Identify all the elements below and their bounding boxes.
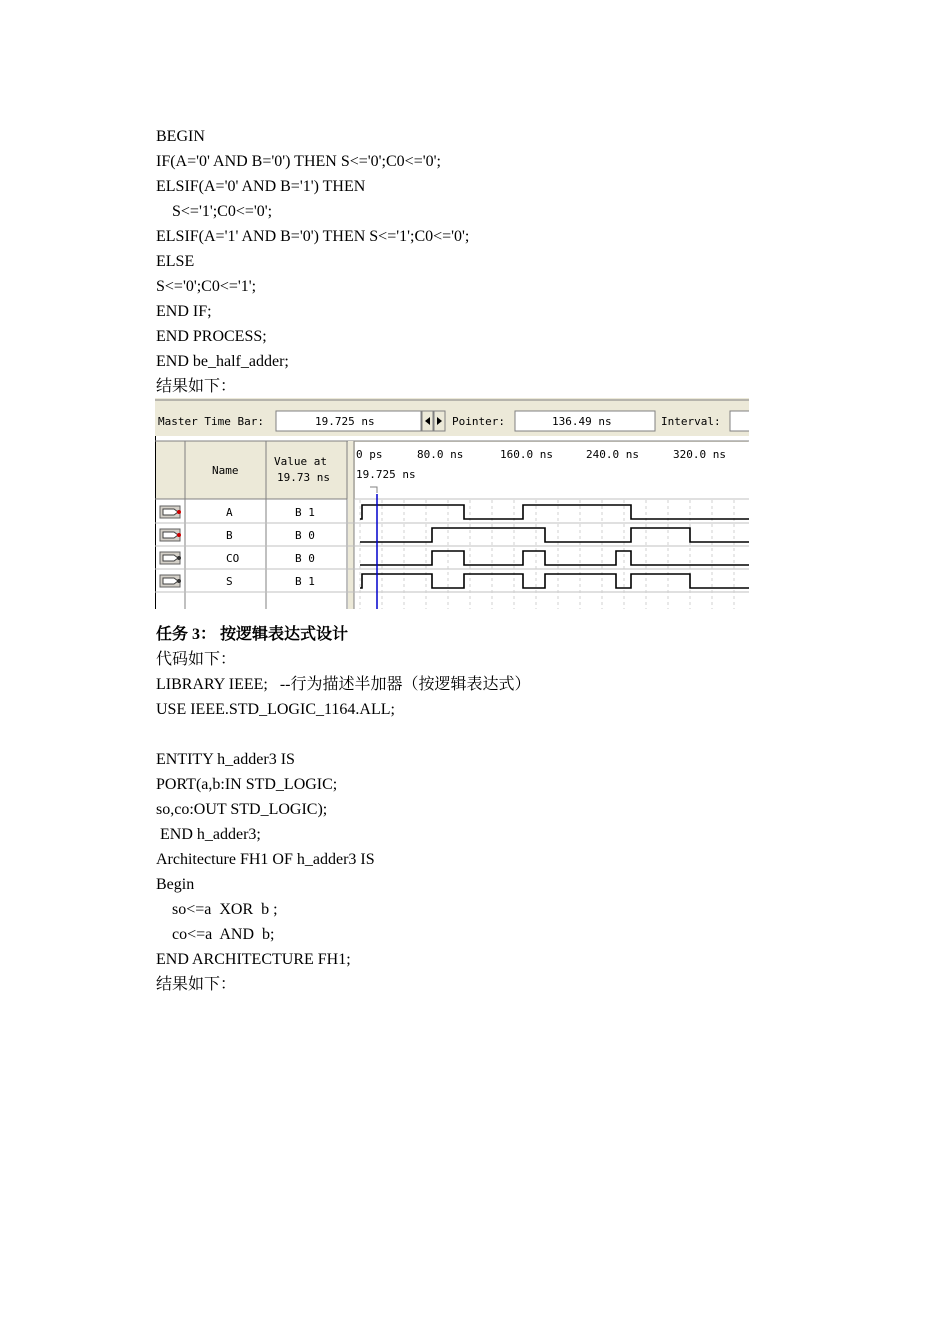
- code-line: END PROCESS;: [156, 328, 267, 345]
- waveform-screenshot: [155, 398, 749, 609]
- signal-trace: [360, 505, 749, 519]
- code-line: BEGIN: [156, 128, 205, 145]
- master-time-bar-value: 19.725 ns: [315, 415, 375, 428]
- time-tick-label: 240.0 ns: [586, 448, 639, 461]
- code-line: LIBRARY IEEE; --行为描述半加器（按逻辑表达式）: [156, 676, 531, 693]
- code-intro: 代码如下：: [156, 651, 237, 668]
- code-line: END IF;: [156, 303, 212, 320]
- code-line: END ARCHITECTURE FH1;: [156, 951, 351, 968]
- code-line: ENTITY h_adder3 IS: [156, 751, 295, 768]
- code-line: ELSE: [156, 253, 195, 270]
- code-line: so<=a XOR b ;: [156, 901, 278, 918]
- code-line: so,co:OUT STD_LOGIC);: [156, 801, 328, 818]
- code-line: S<='1';C0<='0';: [156, 203, 273, 220]
- output-pin-icon: [160, 552, 181, 564]
- pointer-value: 136.49 ns: [552, 415, 612, 428]
- pointer-label: Pointer:: [452, 415, 505, 428]
- code-line: co<=a AND b;: [156, 926, 275, 943]
- output-pin-icon: [160, 575, 181, 587]
- time-tick-label: 0 ps: [356, 448, 383, 461]
- signal-trace: [360, 574, 749, 588]
- code-line: PORT(a,b:IN STD_LOGIC;: [156, 776, 338, 793]
- interval-field[interactable]: [730, 411, 749, 431]
- code-line: Architecture FH1 OF h_adder3 IS: [156, 851, 375, 868]
- result-label: 结果如下：: [156, 976, 237, 993]
- input-pin-icon: [160, 506, 181, 518]
- code-line: END be_half_adder;: [156, 353, 289, 370]
- time-tick-label: 320.0 ns: [673, 448, 726, 461]
- master-time-bar-label: Master Time Bar:: [158, 415, 264, 428]
- signal-value: B 0: [295, 552, 315, 565]
- time-tick-label: 80.0 ns: [417, 448, 464, 461]
- interval-label: Interval:: [661, 415, 721, 428]
- code-line: Begin: [156, 876, 195, 893]
- code-line: S<='0';C0<='1';: [156, 278, 257, 295]
- name-column-header: Name: [212, 464, 239, 477]
- cursor-time-label: 19.725 ns: [356, 468, 416, 481]
- time-tick-label: 160.0 ns: [500, 448, 553, 461]
- code-line: USE IEEE.STD_LOGIC_1164.ALL;: [156, 701, 395, 718]
- code-line: END h_adder3;: [156, 826, 261, 843]
- code-line: ELSIF(A='0' AND B='1') THEN: [156, 178, 366, 195]
- signal-name[interactable]: B: [226, 529, 233, 542]
- signal-value: B 1: [295, 506, 315, 519]
- section-heading: 任务 3： 按逻辑表达式设计: [156, 626, 349, 643]
- code-line: IF(A='0' AND B='0') THEN S<='0';C0<='0';: [156, 153, 441, 170]
- code-line: ELSIF(A='1' AND B='0') THEN S<='1';C0<='0';: [156, 228, 470, 245]
- signal-name[interactable]: CO: [226, 552, 240, 565]
- signal-value: B 0: [295, 529, 315, 542]
- signal-name[interactable]: A: [226, 506, 233, 519]
- signal-trace: [360, 528, 749, 542]
- signal-value: B 1: [295, 575, 315, 588]
- value-column-header: Value at: [274, 455, 327, 468]
- result-label: 结果如下：: [156, 378, 237, 395]
- input-pin-icon: [160, 529, 181, 541]
- signal-trace: [360, 551, 749, 565]
- signal-name[interactable]: S: [226, 575, 233, 588]
- value-column-time: 19.73 ns: [277, 471, 330, 484]
